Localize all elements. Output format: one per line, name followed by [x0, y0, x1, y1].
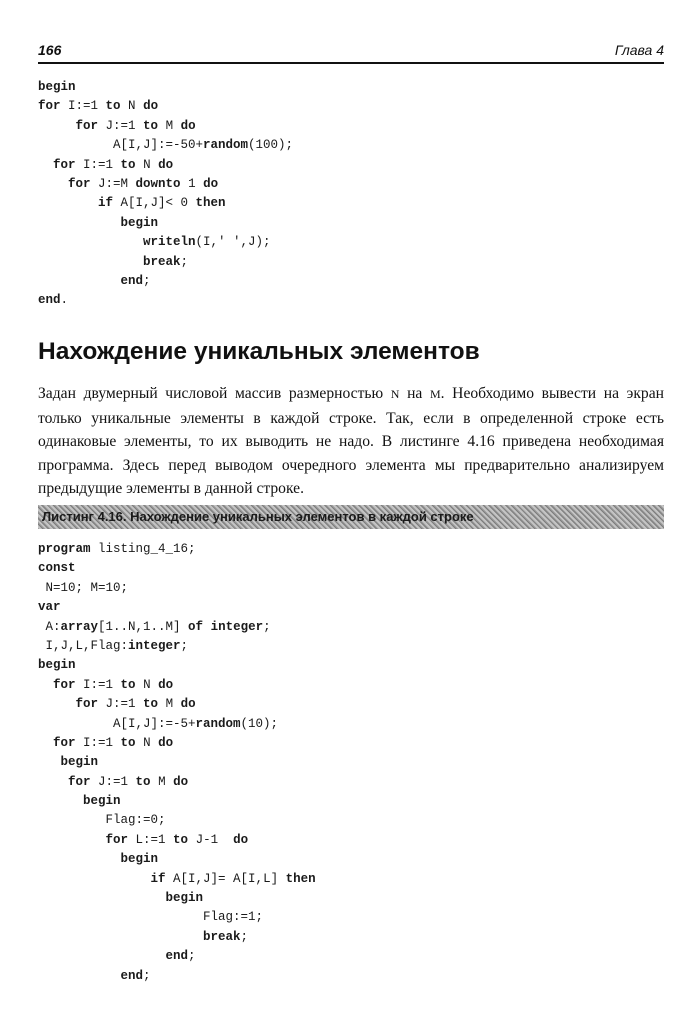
- code-text: J:=M: [90, 176, 136, 191]
- code-line: [38, 792, 316, 811]
- code-text: ;: [188, 949, 196, 964]
- code-text: [38, 794, 83, 808]
- code-line: [38, 78, 293, 97]
- code-line: [38, 559, 316, 578]
- code-line: [38, 831, 316, 850]
- paragraph-text: на: [399, 385, 430, 402]
- code-line: [38, 850, 316, 869]
- code-text: M: [150, 774, 174, 789]
- code-text: I:=1: [75, 735, 121, 750]
- code-text: listing_4_16;: [90, 542, 196, 556]
- code-line: [38, 889, 316, 908]
- code-line: [38, 947, 316, 966]
- code-keyword: for: [53, 735, 76, 750]
- code-line: [38, 753, 316, 772]
- paragraph-text: Задан двумерный числовой массив размерностью: [38, 385, 391, 402]
- code-line: [38, 967, 316, 986]
- code-line: [38, 136, 293, 155]
- code-text: [38, 274, 121, 288]
- code-keyword: do: [158, 677, 174, 692]
- code-keyword: for: [68, 176, 91, 191]
- code-text: A[I,J]< 0: [113, 196, 196, 211]
- code-keyword: do: [203, 176, 219, 191]
- code-text: [1..N,1..M]: [98, 619, 189, 634]
- code-text: [38, 949, 166, 963]
- code-text: ;: [240, 929, 249, 944]
- variable-m: M: [429, 387, 441, 401]
- paragraph-text: . Необходимо вывести на экран только уникальные элементы в каждой строке. Так, если в определенной строке есть одинаковые элементы, то их выводить не надо. В листинге 4.16 приведена необходимая программа. Здесь перед выводом очередного элемента мы предварительно анализируем предыдущие элементы в данной строке.: [38, 385, 664, 497]
- code-keyword: do: [180, 118, 196, 133]
- code-text: A[I,J]:=-5+: [38, 716, 196, 731]
- code-line: [38, 811, 316, 830]
- code-keyword: for: [105, 832, 129, 847]
- code-keyword: for: [53, 677, 76, 692]
- code-line: [38, 618, 316, 637]
- code-listing-continued: [38, 78, 293, 311]
- code-text: ;: [180, 254, 189, 269]
- code-text: [203, 620, 211, 634]
- code-text: [38, 891, 166, 905]
- code-line: [38, 214, 293, 233]
- code-text: [38, 736, 53, 750]
- code-keyword: do: [158, 735, 174, 750]
- code-line: [38, 598, 316, 617]
- code-line: [38, 928, 316, 947]
- code-text: I:=1: [60, 99, 106, 114]
- code-keyword: begin: [120, 852, 159, 867]
- code-keyword: then: [195, 196, 226, 211]
- code-text: [38, 755, 61, 769]
- code-keyword: begin: [83, 794, 121, 809]
- code-keyword: for: [68, 774, 91, 789]
- code-keyword: to: [143, 118, 159, 133]
- code-keyword: for: [75, 118, 99, 133]
- code-text: [38, 969, 121, 983]
- code-keyword: end: [165, 949, 189, 964]
- code-text: ;: [143, 968, 151, 983]
- code-text: J:=1: [98, 697, 144, 712]
- code-text: [38, 235, 143, 249]
- code-keyword: var: [38, 600, 61, 615]
- code-line: [38, 734, 316, 753]
- code-line: [38, 908, 316, 927]
- code-text: ;: [180, 638, 189, 653]
- code-text: ;: [143, 273, 151, 288]
- code-keyword: to: [120, 157, 136, 172]
- code-text: ;: [263, 619, 271, 634]
- code-text: A[I,J]:=-50+: [38, 138, 204, 153]
- code-keyword: program: [38, 542, 91, 556]
- code-keyword: random: [195, 716, 241, 731]
- code-text: N: [120, 99, 144, 114]
- code-line: [38, 715, 316, 734]
- code-text: A:: [38, 619, 61, 634]
- code-line: [38, 175, 293, 194]
- code-line: [38, 540, 316, 559]
- code-line: [38, 117, 293, 136]
- code-keyword: begin: [60, 755, 99, 770]
- code-keyword: integer: [210, 619, 264, 634]
- code-keyword: begin: [38, 80, 76, 94]
- code-text: Flag:=1;: [38, 910, 264, 925]
- code-text: I:=1: [75, 157, 121, 172]
- code-keyword: array: [60, 619, 99, 634]
- code-keyword: break: [203, 929, 241, 944]
- code-text: N: [135, 677, 159, 692]
- code-line: [38, 870, 316, 889]
- code-text: [38, 216, 121, 230]
- code-text: [38, 678, 53, 692]
- code-text: M: [158, 118, 181, 133]
- code-keyword: random: [203, 138, 249, 153]
- code-text: N: [135, 735, 159, 750]
- code-text: [38, 833, 106, 847]
- code-text: [38, 852, 121, 866]
- code-keyword: to: [105, 99, 121, 114]
- code-keyword: begin: [38, 658, 76, 673]
- code-keyword: do: [143, 99, 159, 114]
- code-text: J:=1: [98, 118, 144, 133]
- code-keyword: to: [173, 832, 189, 847]
- code-text: [38, 697, 76, 711]
- code-listing-4-16: [38, 540, 316, 986]
- code-keyword: break: [143, 254, 181, 269]
- code-line: [38, 233, 293, 252]
- code-text: J:=1: [90, 774, 136, 789]
- code-keyword: begin: [165, 891, 204, 906]
- code-line: [38, 97, 293, 116]
- code-line: [38, 253, 293, 272]
- code-text: [38, 775, 68, 789]
- code-text: [38, 255, 143, 269]
- code-line: [38, 695, 316, 714]
- section-title: Нахождение уникальных элементов: [38, 338, 480, 365]
- code-text: 1: [180, 176, 204, 191]
- code-text: [38, 930, 203, 944]
- code-keyword: for: [53, 157, 76, 172]
- code-text: (100);: [248, 138, 294, 153]
- code-text: I:=1: [75, 677, 121, 692]
- code-keyword: to: [143, 697, 159, 712]
- code-text: [38, 119, 76, 133]
- code-keyword: begin: [120, 215, 159, 230]
- code-text: N=10; M=10;: [38, 580, 129, 595]
- code-text: M: [158, 697, 181, 712]
- code-keyword: for: [75, 697, 99, 712]
- code-keyword: for: [38, 99, 61, 114]
- code-keyword: if: [150, 871, 166, 886]
- code-text: L:=1: [128, 832, 174, 847]
- code-keyword: of: [188, 619, 204, 634]
- code-text: A[I,J]= A[I,L]: [165, 871, 286, 886]
- code-keyword: end: [38, 293, 61, 308]
- chapter-label: Глава 4: [614, 42, 664, 58]
- variable-n: N: [390, 387, 400, 401]
- code-text: [38, 872, 151, 886]
- code-line: [38, 656, 316, 675]
- code-text: [38, 158, 53, 172]
- code-keyword: to: [120, 735, 136, 750]
- code-keyword: writeln: [143, 235, 196, 250]
- code-line: [38, 676, 316, 695]
- code-text: (10);: [240, 716, 279, 731]
- code-keyword: end: [120, 968, 144, 983]
- code-keyword: do: [180, 697, 196, 712]
- code-text: .: [60, 293, 69, 308]
- code-text: I,J,L,Flag:: [38, 638, 129, 653]
- code-text: (I,' ',J);: [195, 235, 271, 250]
- code-keyword: if: [98, 196, 114, 211]
- code-keyword: do: [233, 832, 249, 847]
- code-keyword: do: [158, 157, 174, 172]
- code-text: J-1: [188, 832, 234, 847]
- code-text: Flag:=0;: [38, 813, 166, 828]
- code-text: [38, 177, 68, 191]
- running-header: [38, 40, 664, 64]
- code-keyword: downto: [135, 176, 181, 191]
- code-keyword: const: [38, 561, 76, 576]
- code-keyword: end: [120, 273, 144, 288]
- code-line: [38, 637, 316, 656]
- code-line: [38, 579, 316, 598]
- code-keyword: to: [135, 774, 151, 789]
- body-paragraph: [38, 382, 664, 501]
- code-keyword: to: [120, 677, 136, 692]
- code-line: [38, 194, 293, 213]
- code-text: [38, 196, 98, 210]
- listing-caption: Листинг 4.16. Нахождение уникальных элементов в каждой строке: [38, 505, 664, 529]
- code-keyword: integer: [128, 638, 181, 653]
- code-keyword: then: [285, 871, 316, 886]
- code-keyword: do: [173, 774, 189, 789]
- page-number: 166: [38, 42, 62, 58]
- code-line: [38, 291, 293, 310]
- code-line: [38, 156, 293, 175]
- code-text: N: [135, 157, 159, 172]
- code-line: [38, 272, 293, 291]
- code-line: [38, 773, 316, 792]
